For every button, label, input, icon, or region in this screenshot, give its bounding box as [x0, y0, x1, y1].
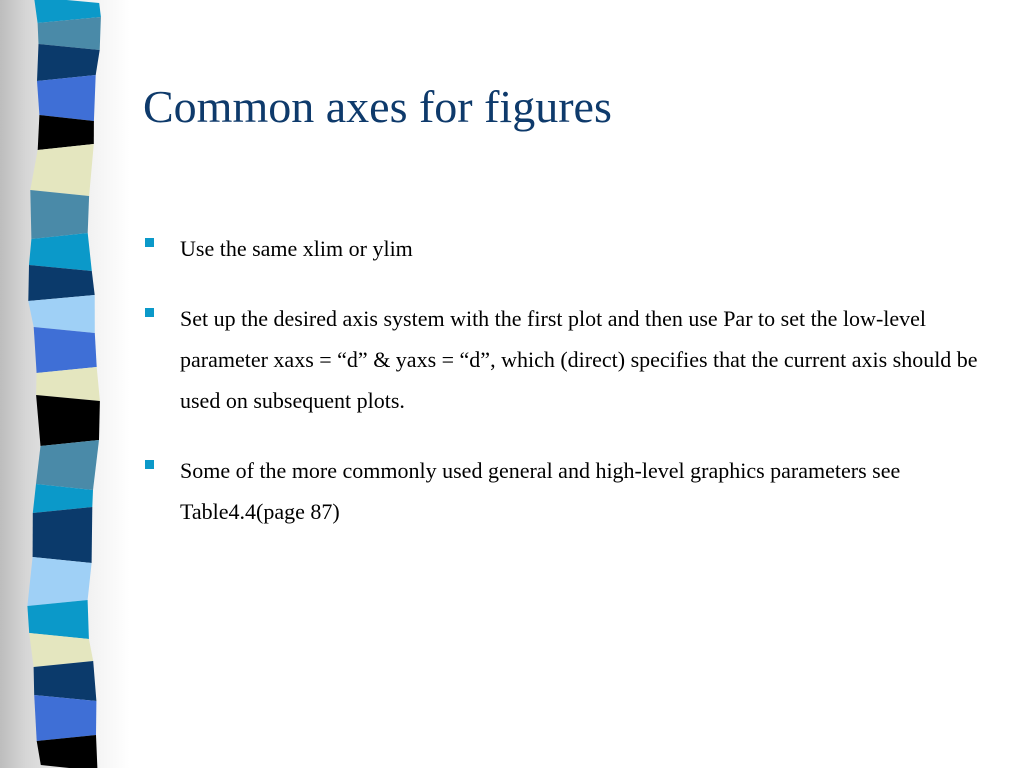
stripe-band — [36, 395, 100, 446]
bullet-list — [143, 228, 983, 561]
bullet-text: Use the same xlim or ylim — [180, 236, 413, 261]
slide-title: Common axes for figures — [143, 81, 612, 132]
stripe-band — [28, 295, 95, 333]
stripe-band — [28, 265, 94, 301]
stripe-band — [29, 233, 92, 271]
bullet-text: Some of the more commonly used general and high-level graphics parameters see Table4.4(page 87) — [180, 458, 901, 524]
stripe-band — [37, 44, 100, 81]
stripe-band — [37, 75, 96, 121]
stripe-band — [30, 144, 94, 196]
bullet-item — [143, 228, 983, 269]
square-bullet-icon — [145, 308, 154, 317]
decorative-stripe — [0, 0, 130, 768]
stripe-band — [30, 190, 89, 239]
square-bullet-icon — [145, 460, 154, 469]
stripe-band — [38, 115, 94, 150]
stripe-band — [36, 367, 100, 401]
stripe-band — [34, 661, 97, 701]
stripe-band — [34, 327, 97, 373]
stripe-band — [27, 600, 89, 639]
stripe-band — [34, 695, 96, 741]
bullet-item — [143, 298, 983, 421]
bullet-text: Set up the desired axis system with the first plot and then use Par to set the low-level parameter xaxs = “d” & yaxs = “d”, which (direct) specifies that the current axis should be used on subsequent plots. — [180, 306, 978, 413]
stripe-band — [27, 557, 91, 606]
square-bullet-icon — [145, 238, 154, 247]
stripe-band — [36, 440, 99, 490]
stripe-band — [33, 507, 93, 563]
bullet-item — [143, 450, 983, 532]
